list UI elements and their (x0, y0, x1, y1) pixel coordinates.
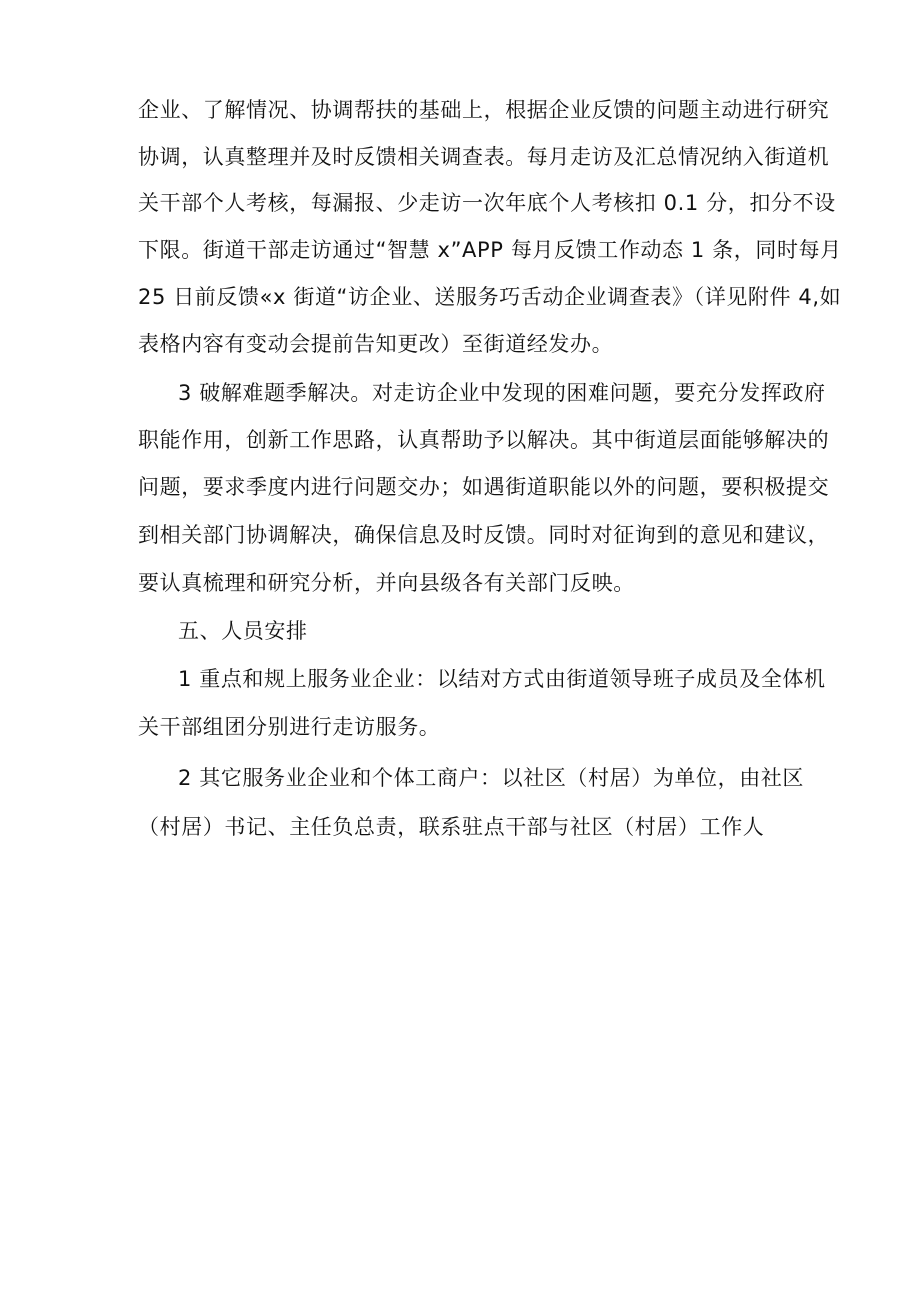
text-line: 表格内容有变动会提前告知更改）至街道经发办。 (138, 332, 614, 356)
text-line: 2 其它服务业企业和个体工商户：以社区（村居）为单位，由社区 (178, 766, 805, 790)
text-line: 关干部个人考核，每漏报、少走访一次年底个人考核扣 0.1 分，扣分不设 (138, 191, 836, 215)
text-line: 问题，要求季度内进行问题交办；如遇街道职能以外的问题，要积极提交 (138, 475, 830, 499)
text-line: 要认真梳理和研究分析，并向县级各有关部门反映。 (138, 571, 635, 595)
text-line: 职能作用，创新工作思路，认真帮助予以解决。其中街道层面能够解决的 (138, 428, 830, 452)
text-line: 3 破解难题季解决。对走访企业中发现的困难问题，要充分发挥政府 (178, 381, 826, 405)
text-line: 协调，认真整理并及时反馈相关调查表。每月走访及汇总情况纳入街道机 (138, 145, 830, 169)
text-line: 企业、了解情况、协调帮扶的基础上，根据企业反馈的问题主动进行研究 (138, 98, 830, 122)
text-line: 关干部组团分别进行走访服务。 (138, 715, 441, 739)
text-line: （村居）书记、主任负总责，联系驻点干部与社区（村居）工作人 (138, 815, 765, 839)
text-line: 下限。街道干部走访通过“智慧 x”APP 每月反馈工作动态 1 条，同时每月 (138, 238, 842, 262)
text-line: 1 重点和规上服务业企业：以结对方式由街道领导班子成员及全体机 (178, 667, 826, 691)
section-heading: 五、人员安排 (178, 619, 308, 643)
text-line: 到相关部门协调解决，确保信息及时反馈。同时对征询到的意见和建议， (138, 523, 830, 547)
text-line: 25 日前反馈«x 街道“访企业、送服务巧舌动企业调查表》（详见附件 4,如 (138, 285, 842, 309)
